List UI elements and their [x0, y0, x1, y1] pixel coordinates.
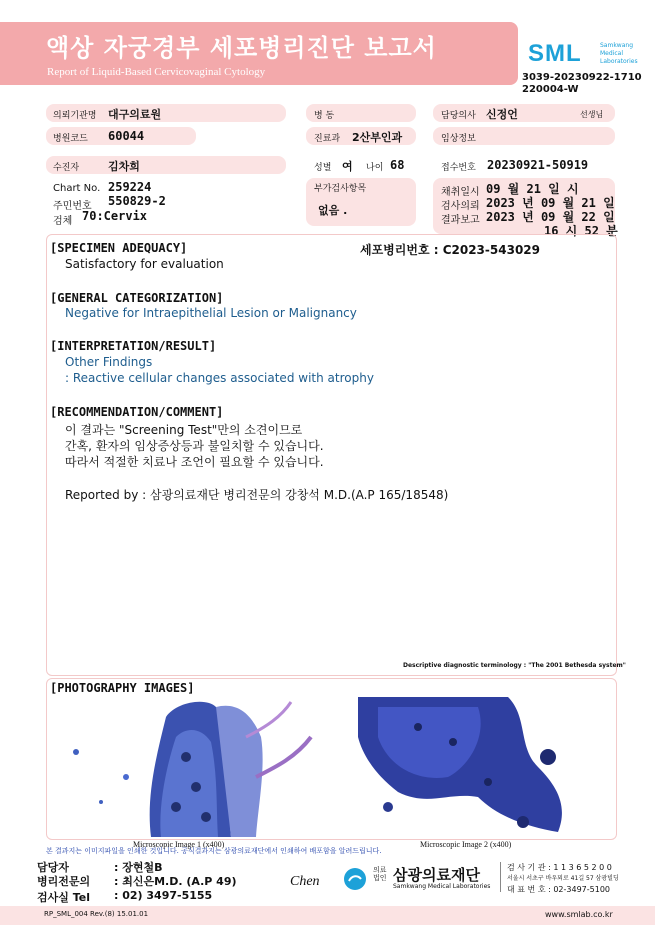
receipt-value: 20230921-50919: [487, 158, 589, 172]
general-heading: [GENERAL CATEGORIZATION]: [50, 291, 224, 305]
hospital-code-value: 60044: [108, 129, 145, 143]
dept-label: 진료과: [314, 134, 341, 144]
foundation-name-en: Samkwang Medical Laboratories: [393, 883, 491, 890]
extra-test-label: 부가검사항목: [314, 184, 367, 194]
patient-label: 수진자: [53, 163, 80, 173]
doctor-suffix: 선생님: [580, 110, 604, 119]
interpretation-line-2: : Reactive cellular changes associated with atrophy: [65, 371, 374, 385]
image-2-caption: Microscopic Image 2 (x400): [420, 840, 512, 849]
report-title: 액상 자궁경부 세포병리진단 보고서: [46, 34, 437, 62]
receipt-label: 접수번호: [441, 163, 476, 173]
adequacy-text: Satisfactory for evaluation: [65, 257, 224, 271]
interpretation-heading: [INTERPRETATION/RESULT]: [50, 339, 217, 353]
recommendation-line-1: 이 결과는 "Screening Test"만의 소견이므로: [65, 423, 303, 437]
recommendation-heading: [RECOMMENDATION/COMMENT]: [50, 405, 224, 419]
foundation-address: 서울시 서초구 바우뫼로 41길 57 삼광빌딩: [507, 875, 619, 882]
document-number: [522, 72, 642, 96]
cytology-number: 세포병리번호 : C2023-543029: [360, 243, 540, 257]
report-date-label: 결과보고: [441, 215, 480, 226]
document-number-line: 3039-20230922-1710: [522, 72, 642, 83]
report-time-value: 16 시 52 분: [544, 224, 618, 238]
report-subtitle: Report of Liquid-Based Cervicovaginal Cytology: [47, 66, 266, 78]
reported-by: Reported by : 삼광의료재단 병리전문의 강창석 M.D.(A.P 165/18548): [65, 488, 449, 502]
general-text: Negative for Intraepithelial Lesion or Malignancy: [65, 306, 357, 320]
institution-label: 의뢰기관명: [53, 111, 97, 121]
foundation-logo-icon: [343, 867, 367, 891]
collect-value: 09 월 21 일 시: [486, 182, 579, 196]
extra-test-value: 없음 .: [318, 204, 348, 217]
sex-label: 성별: [314, 163, 332, 173]
chart-value: 259224: [108, 180, 152, 194]
recommendation-line-3: 따라서 적절한 치료나 조언이 필요할 수 있습니다.: [65, 455, 324, 469]
logo-subtext-line: Samkwang: [600, 42, 633, 49]
sex-value: 여: [342, 160, 353, 173]
doctor-value: 신정언: [486, 108, 518, 121]
microscopic-image-1: [66, 697, 332, 837]
manager-value: : 장현철B: [114, 861, 163, 874]
patient-pill: [46, 156, 286, 174]
logo-subtext-line: Medical: [600, 50, 623, 57]
doctor-label: 담당의사: [441, 111, 476, 121]
adequacy-heading: [SPECIMEN ADEQUACY]: [50, 241, 188, 255]
clinical-label: 임상정보: [441, 134, 476, 144]
id-label: 주민번호: [53, 201, 92, 212]
pathologist-value: : 최신은M.D. (A.P 49): [114, 875, 237, 888]
report-date-value: 2023 년 09 월 22 일: [486, 210, 615, 224]
print-notice: 본 결과지는 이미지파일을 인쇄한 것입니다. 공식결과지는 삼광의료재단에서 인쇄하여 배포함을 알려드립니다.: [46, 847, 382, 855]
logo-subtext-line: Laboratories: [600, 58, 638, 65]
microscopic-image-2: [358, 697, 580, 837]
pathologist-label: 병리전문의: [37, 875, 91, 888]
lab-number: 검 사 기 관 : 1 1 3 6 5 2 0 0: [507, 863, 612, 872]
institution-value: 대구의료원: [108, 108, 162, 121]
tel-value: : 02) 3497-5155: [114, 889, 213, 902]
id-value: 550829-2: [108, 194, 166, 208]
foundation-type: 의료 법인: [373, 866, 387, 882]
chart-label: Chart No.: [53, 183, 101, 194]
signature: Chen: [290, 874, 320, 889]
tel-label: 검사실 Tel: [37, 891, 90, 904]
interpretation-line-1: Other Findings: [65, 355, 153, 369]
website: www.smlab.co.kr: [545, 910, 613, 919]
collect-label: 채취일시: [441, 187, 480, 198]
photography-heading: [PHOTOGRAPHY IMAGES]: [50, 681, 195, 695]
manager-label: 담당자: [37, 861, 69, 874]
footer-divider: [500, 862, 501, 892]
specimen-label: 검체: [53, 216, 73, 227]
logo-text: SML: [528, 40, 582, 67]
recommendation-line-2: 간혹, 환자의 임상증상등과 불일치할 수 있습니다.: [65, 439, 324, 453]
document-number-line: 220004-W: [522, 84, 579, 95]
request-label: 검사의뢰: [441, 201, 480, 212]
ward-label: 병 동: [314, 111, 335, 121]
image-1-caption: Microscopic Image 1 (x400): [133, 840, 225, 849]
logo-subtext: [600, 42, 638, 66]
request-value: 2023 년 09 월 21 일: [486, 196, 615, 210]
dept-value: 2산부인과: [352, 131, 403, 144]
terminology-note: Descriptive diagnostic terminology : "The 2001 Bethesda system": [403, 662, 626, 669]
specimen-value: 70:Cervix: [82, 209, 148, 223]
representative-tel: 대 표 번 호 : 02-3497-5100: [507, 885, 610, 894]
form-code: RP_SML_004 Rev.(8) 15.01.01: [44, 910, 149, 918]
sml-logo: [528, 40, 638, 72]
patient-value: 김차희: [108, 160, 140, 173]
foundation-name: 삼광의료재단: [393, 866, 480, 884]
age-value: 68: [390, 158, 405, 172]
age-label: 나이: [366, 163, 384, 173]
hospital-code-label: 병원코드: [53, 134, 88, 144]
